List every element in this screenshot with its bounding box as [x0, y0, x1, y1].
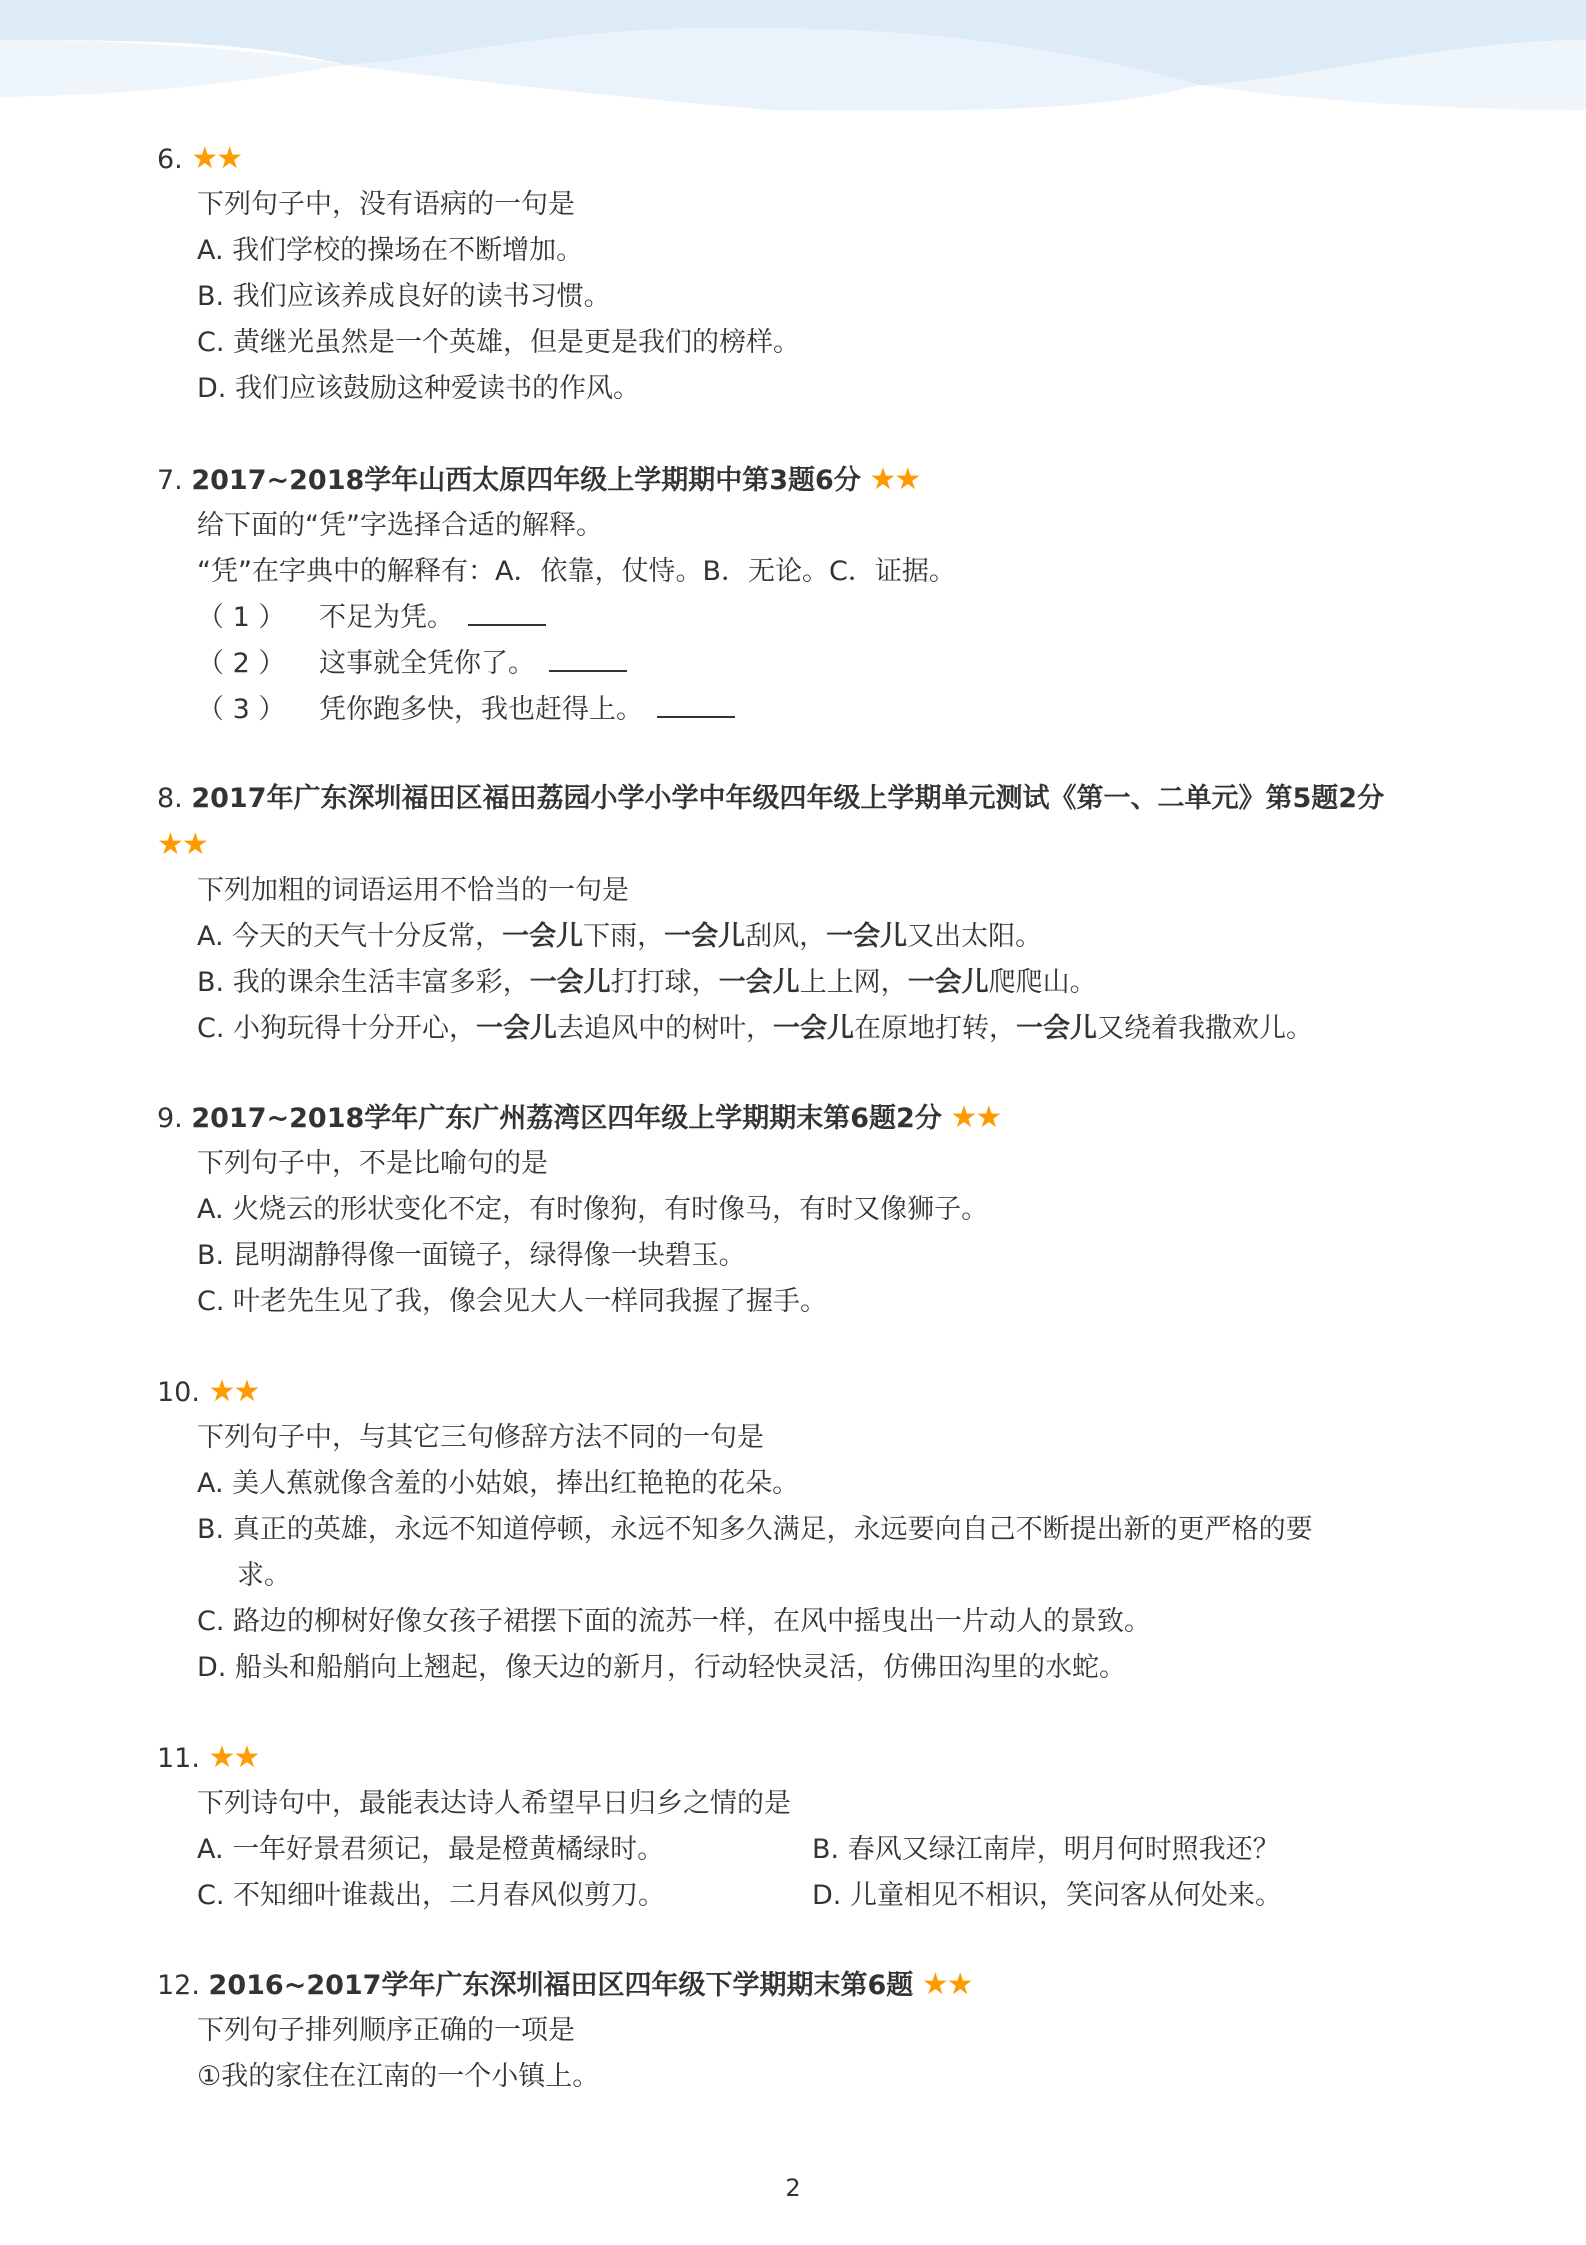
option-text: 打打球，	[610, 967, 719, 998]
question-11-option-c: C. 不知细叶谁裁出，二月春风似剪刀。	[197, 1880, 666, 1911]
difficulty-stars-icon: ★★	[950, 1100, 1001, 1135]
bold-word: 一会儿	[1016, 1013, 1098, 1044]
item-text: 不足为凭。	[319, 602, 454, 633]
question-11-prompt: 下列诗句中，最能表达诗人希望早日归乡之情的是	[197, 1788, 791, 1819]
bold-word: 一会儿	[476, 1013, 558, 1044]
question-12-header	[157, 1965, 972, 2006]
bold-word: 一会儿	[718, 967, 800, 998]
question-8-prompt: 下列加粗的词语运用不恰当的一句是	[197, 875, 629, 906]
item-text: 凭你跑多快，我也赶得上。	[319, 694, 643, 725]
question-7-item-1	[197, 598, 546, 638]
item-label: （ 3 ）	[197, 694, 286, 725]
question-source-title: 2017~2018学年山西太原四年级上学期期中第3题6分	[191, 465, 861, 496]
option-text: 在原地打转，	[854, 1013, 1017, 1044]
question-6-option-d: D. 我们应该鼓励这种爱读书的作风。	[197, 373, 640, 404]
question-11-header	[157, 1738, 258, 1779]
bold-word: 一会儿	[773, 1013, 855, 1044]
option-text: 又出太阳。	[907, 921, 1043, 952]
question-6-header	[157, 139, 241, 180]
option-text: 去追风中的树叶，	[557, 1013, 774, 1044]
bold-word: 一会儿	[907, 967, 989, 998]
question-11-option-d: D. 儿童相见不相识，笑问客从何处来。	[812, 1880, 1282, 1911]
option-text: 爬爬山。	[988, 967, 1097, 998]
bold-word: 一会儿	[529, 967, 611, 998]
question-8-option-b	[197, 963, 1097, 1003]
option-text: B. 我的课余生活丰富多彩，	[197, 967, 530, 998]
question-number: 8.	[157, 783, 183, 814]
option-text: 刮风，	[745, 921, 827, 952]
question-number: 6.	[157, 144, 183, 175]
question-source-title: 2017年广东深圳福田区福田荔园小学小学中年级四年级上学期单元测试《第一、二单元》第5题2分	[191, 783, 1385, 814]
question-7-definition: “凭”在字典中的解释有：A．依靠，仗恃。B．无论。C．证据。	[197, 556, 956, 587]
question-9-option-c: C. 叶老先生见了我，像会见大人一样同我握了握手。	[197, 1286, 828, 1317]
question-12-sentence-1: ①我的家住在江南的一个小镇上。	[197, 2061, 600, 2092]
question-8-option-c	[197, 1009, 1313, 1049]
difficulty-stars-icon: ★★	[921, 1967, 972, 2002]
difficulty-stars-icon: ★★	[191, 141, 242, 176]
question-11-option-a: A. 一年好景君须记，最是橙黄橘绿时。	[197, 1834, 665, 1865]
question-9-header	[157, 1098, 1000, 1139]
question-6-option-c: C. 黄继光虽然是一个英雄，但是更是我们的榜样。	[197, 327, 801, 358]
question-number: 9.	[157, 1103, 183, 1134]
question-9-option-b: B. 昆明湖静得像一面镜子，绿得像一块碧玉。	[197, 1240, 746, 1271]
question-8-option-a	[197, 917, 1042, 957]
item-label: （ 1 ）	[197, 602, 286, 633]
difficulty-stars-icon: ★★	[157, 827, 207, 862]
question-7-item-3	[197, 690, 735, 730]
question-9-option-a: A. 火烧云的形状变化不定，有时像狗，有时像马，有时又像狮子。	[197, 1194, 989, 1225]
page-number: 2	[785, 2174, 801, 2202]
bold-word: 一会儿	[664, 921, 746, 952]
option-text: 上上网，	[799, 967, 908, 998]
question-8-header	[157, 779, 1384, 819]
question-9-prompt: 下列句子中，不是比喻句的是	[197, 1148, 548, 1179]
option-text: 又绕着我撒欢儿。	[1097, 1013, 1314, 1044]
header-wave-decoration	[0, 0, 1586, 140]
answer-blank[interactable]	[468, 602, 546, 626]
difficulty-stars-icon: ★★	[869, 462, 920, 497]
question-number: 11.	[157, 1743, 200, 1774]
question-6-prompt: 下列句子中，没有语病的一句是	[197, 189, 575, 220]
question-7-item-2	[197, 644, 627, 684]
question-11-option-b: B. 春风又绿江南岸，明月何时照我还？	[812, 1834, 1280, 1865]
option-text: C. 小狗玩得十分开心，	[197, 1013, 477, 1044]
question-6-option-b: B. 我们应该养成良好的读书习惯。	[197, 281, 611, 312]
answer-blank[interactable]	[549, 648, 627, 672]
question-10-option-b: B. 真正的英雄，永远不知道停顿，永远不知多久满足，永远要向自己不断提出新的更严格的要	[197, 1514, 1313, 1545]
question-10-prompt: 下列句子中，与其它三句修辞方法不同的一句是	[197, 1422, 764, 1453]
question-8-stars	[157, 825, 207, 866]
question-10-option-d: D. 船头和船艄向上翘起，像天边的新月，行动轻快灵活，仿佛田沟里的水蛇。	[197, 1652, 1126, 1683]
question-10-option-c: C. 路边的柳树好像女孩子裙摆下面的流苏一样，在风中摇曳出一片动人的景致。	[197, 1606, 1152, 1637]
question-6-option-a: A. 我们学校的操场在不断增加。	[197, 235, 584, 266]
question-number: 10.	[157, 1377, 200, 1408]
question-10-option-b-continued: 求。	[237, 1560, 291, 1591]
question-number: 12.	[157, 1970, 200, 2001]
bold-word: 一会儿	[502, 921, 584, 952]
question-7-header	[157, 460, 919, 501]
item-text: 这事就全凭你了。	[319, 648, 535, 679]
difficulty-stars-icon: ★★	[208, 1740, 259, 1775]
option-text: A. 今天的天气十分反常，	[197, 921, 503, 952]
answer-blank[interactable]	[657, 694, 735, 718]
item-label: （ 2 ）	[197, 648, 286, 679]
question-12-prompt: 下列句子排列顺序正确的一项是	[197, 2015, 575, 2046]
question-source-title: 2017~2018学年广东广州荔湾区四年级上学期期末第6题2分	[191, 1103, 942, 1134]
question-10-header	[157, 1372, 258, 1413]
bold-word: 一会儿	[826, 921, 908, 952]
question-source-title: 2016~2017学年广东深圳福田区四年级下学期期末第6题	[208, 1970, 914, 2001]
question-10-option-a: A. 美人蕉就像含羞的小姑娘，捧出红艳艳的花朵。	[197, 1468, 800, 1499]
difficulty-stars-icon: ★★	[208, 1374, 259, 1409]
option-text: 下雨，	[583, 921, 665, 952]
question-7-prompt: 给下面的“凭”字选择合适的解释。	[197, 510, 603, 541]
question-number: 7.	[157, 465, 183, 496]
